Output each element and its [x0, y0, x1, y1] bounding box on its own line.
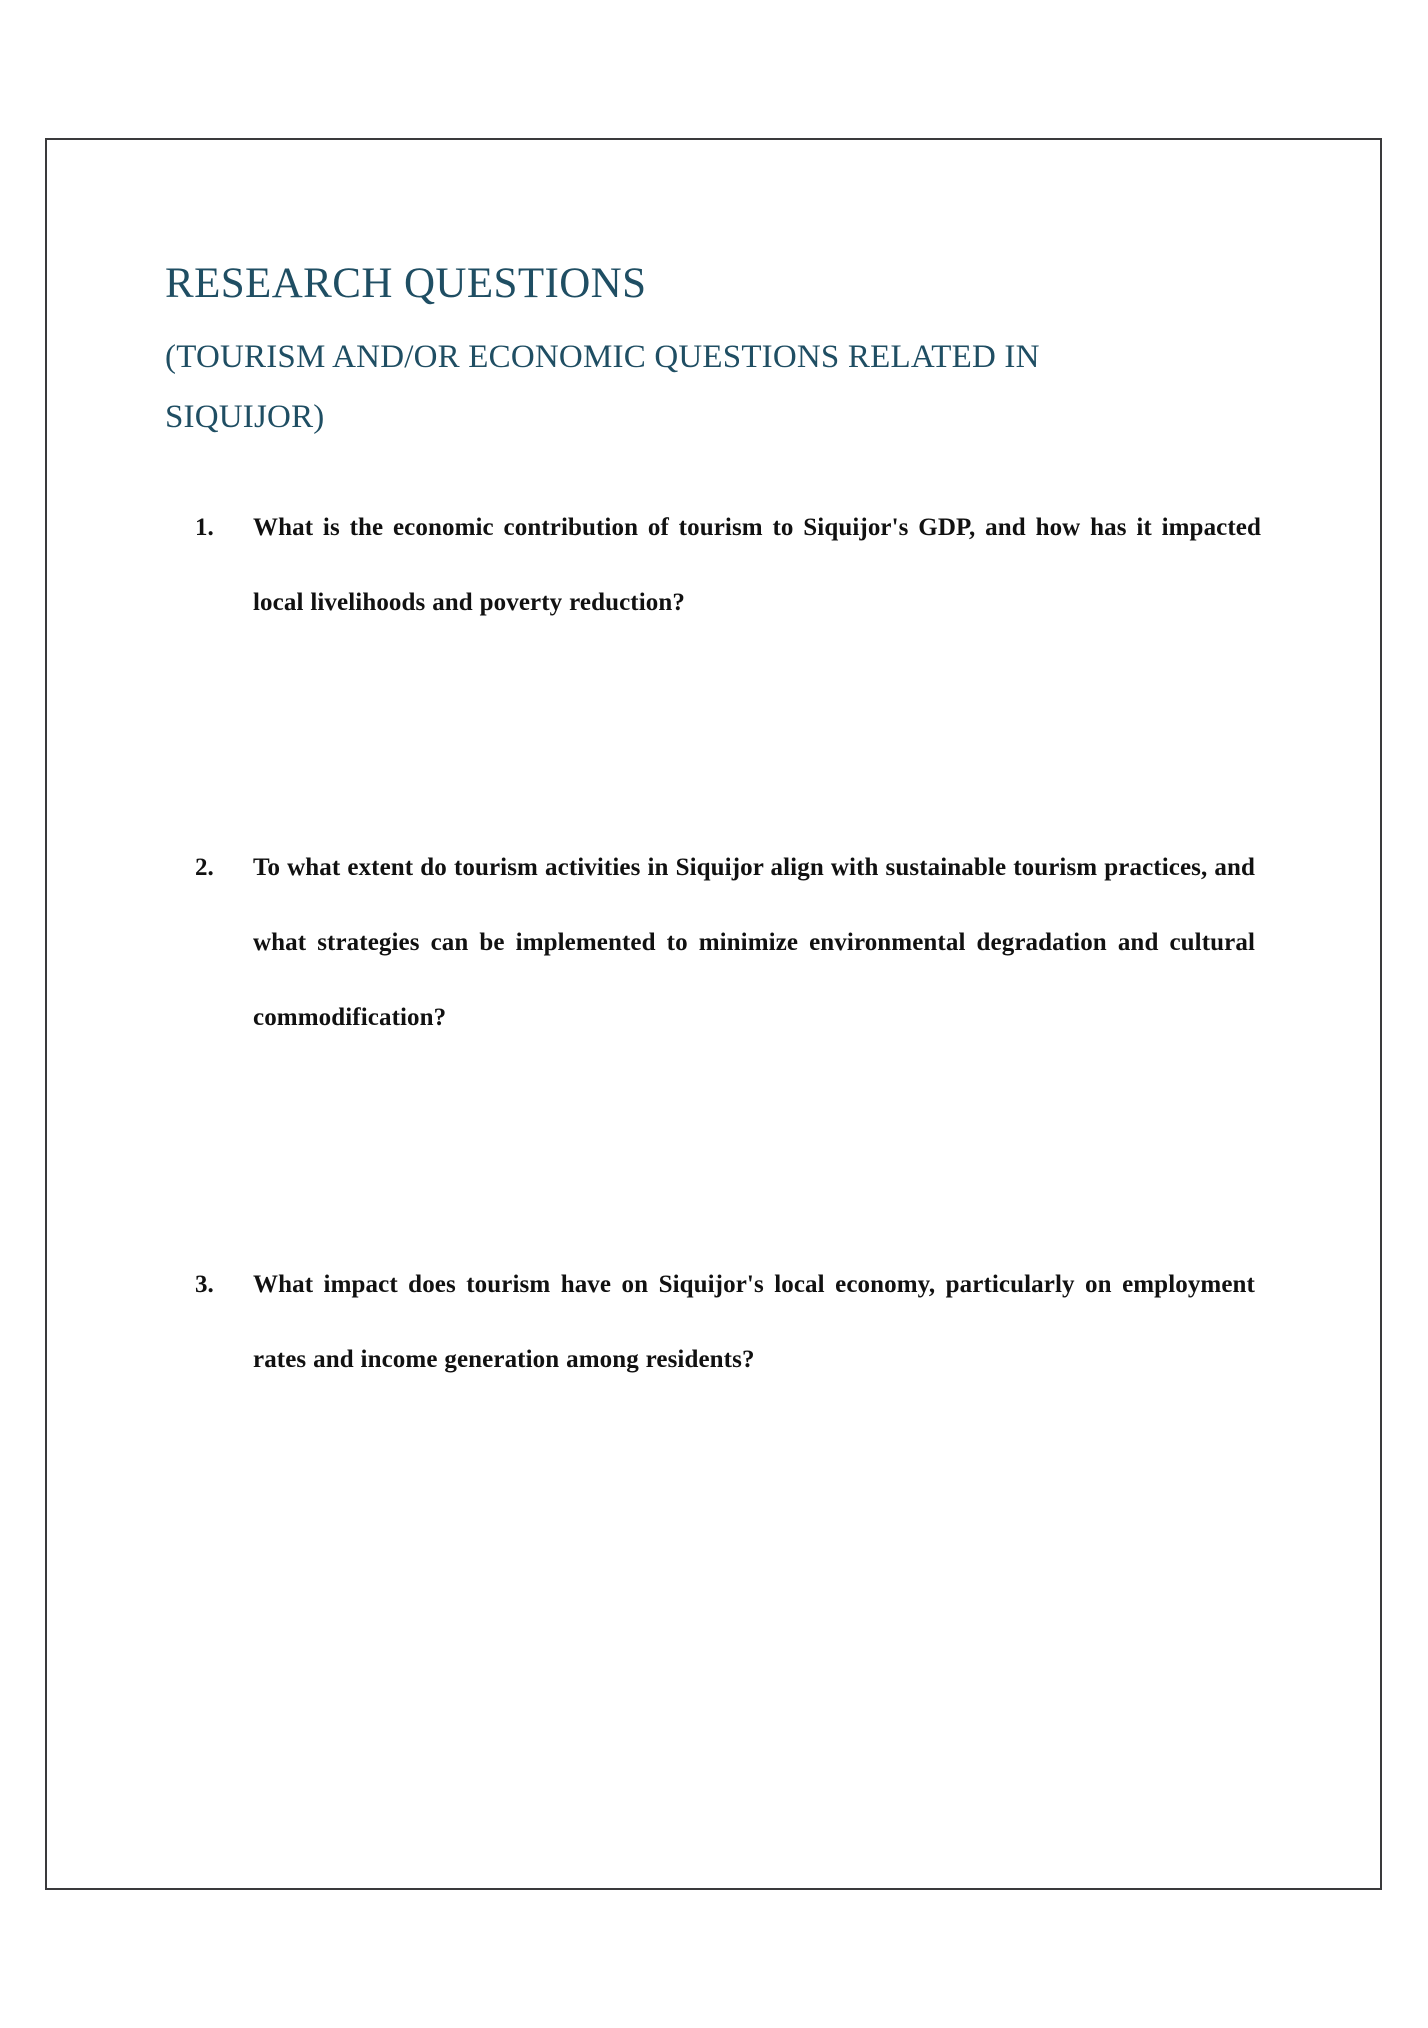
list-item-text: What is the economic contribution of tourism to Siquijor's GDP, and how has it impacted local livelihoods and poverty reduction?	[253, 514, 1261, 616]
page-border-frame	[45, 138, 1382, 1890]
research-questions-list	[165, 490, 1295, 1397]
list-item	[165, 490, 1295, 640]
list-item-text: To what extent do tourism activities in Siquijor align with sustainable tourism practices, and what strategies can be implemented to minimize environmental degradation and cultural commodification?	[253, 854, 1255, 1031]
list-item	[165, 1247, 1295, 1397]
list-item-number: 2.	[195, 854, 214, 881]
list-item-number: 1.	[195, 514, 214, 541]
list-item-text: What impact does tourism have on Siquijor's local economy, particularly on employment rates and income generation among residents?	[253, 1271, 1255, 1373]
list-item-number: 3.	[195, 1271, 214, 1298]
document-content	[47, 140, 1380, 1888]
list-item	[165, 830, 1295, 1055]
page-title: RESEARCH QUESTIONS	[165, 259, 647, 307]
page-subtitle: (TOURISM AND/OR ECONOMIC QUESTIONS RELATED IN SIQUIJOR)	[165, 339, 1040, 436]
